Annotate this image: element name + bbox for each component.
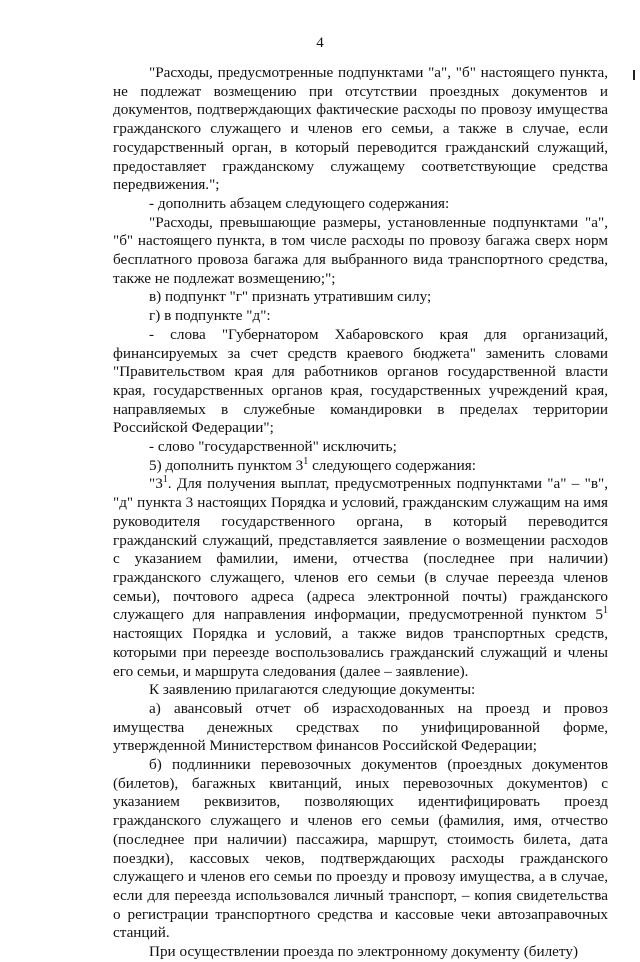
superscript: 1 bbox=[603, 605, 608, 617]
paragraph-8: 5) дополнить пунктом $3^1$ следующего содержания: bbox=[149, 455, 476, 474]
paragraph-7: - слово "государственной" исключить; bbox=[149, 438, 397, 456]
document-body bbox=[113, 64, 608, 962]
paragraph-9: "$3^1$. Для получения выплат, предусмотренных подпунктами "а" – "в", "д" пункта 3 настоящих Порядка и условий, гражданским служащим на имя руководителя государственного органа, в который переводится гражданский служащий, представляется заявление о возмещении расходов с указанием фамилии, имени, отчества (последнее при наличии) гражданского служащего, членов его семьи (в случае переезда членов семьи), почтового адреса (адреса электронной почты) гражданского служащего для направления информации, предусмотренной пунктом $5^1$ настоящих Порядка и условий, а также видов транспортных средств, которыми при переезде воспользовались гражданский служащий и члены его семьи, и маршрута следования (далее – заявление). bbox=[113, 474, 608, 680]
paragraph-4: в) подпункт "г" признать утратившим силу; bbox=[149, 288, 432, 306]
paragraph-12: б) подлинники перевозочных документов (проездных документов (билетов), багажных квитанций, иных перевозочных документов) с указанием реквизитов, позволяющих идентифицировать проезд гражданского служащего и членов его семьи (фамилия, имя, отчество (последнее при наличии) пассажира, маршрут, стоимость билета, дата поездки), кассовых чеков, подтверждающих расходы гражданского служащего и членов его семьи по проезду и провозу имущества, а в случае, если для переезда использовался личный транспорт, – копия свидетельства о регистрации транспортного средства и кассовые чеки автозаправочных станций. bbox=[113, 756, 608, 942]
paragraph-3: "Расходы, превышающие размеры, установленные подпунктами "а", "б" настоящего пункта, в том числе расходы по провозу багажа сверх норм бесплатного провоза багажа для выбранного вида транспортного средства, также не подлежат возмещению;"; bbox=[113, 213, 608, 287]
paragraph-6: - слова "Губернатором Хабаровского края для организаций, финансируемых за счет средств краевого бюджета" заменить словами "Правительством края для работников органов государственной власти края, государственных органов края, государственных учреждений края, направляемых в служебные командировки в пределах территории Российской Федерации"; bbox=[113, 325, 608, 437]
paragraph-2: - дополнить абзацем следующего содержания: bbox=[149, 194, 450, 212]
page-number: 4 bbox=[316, 35, 324, 51]
superscript: 1 bbox=[303, 455, 309, 467]
paragraph-1: "Расходы, предусмотренные подпунктами "а", "б" настоящего пункта, не подлежат возмещению при отсутствии проездных документов и документов, подтверждающих фактические расходы по провозу имущества гражданского служащего и членов его семьи, а также в случае, если государственный орган, в который переводится гражданский служащий, предоставляет гражданскому служащему соответствующие средства передвижения."; bbox=[113, 64, 608, 194]
margin-mark bbox=[633, 70, 635, 80]
paragraph-5: г) в подпункте "д": bbox=[149, 307, 271, 325]
paragraph-11: а) авансовый отчет об израсходованных на проезд и провоз имущества денежных средствах по унифицированной форме, утвержденной Министерством финансов Российской Федерации; bbox=[113, 699, 608, 755]
paragraph-10: К заявлению прилагаются следующие документы: bbox=[149, 681, 476, 699]
paragraph-13: При осуществлении проезда по электронному документу (билету) bbox=[149, 943, 579, 961]
superscript: 1 bbox=[162, 474, 168, 486]
